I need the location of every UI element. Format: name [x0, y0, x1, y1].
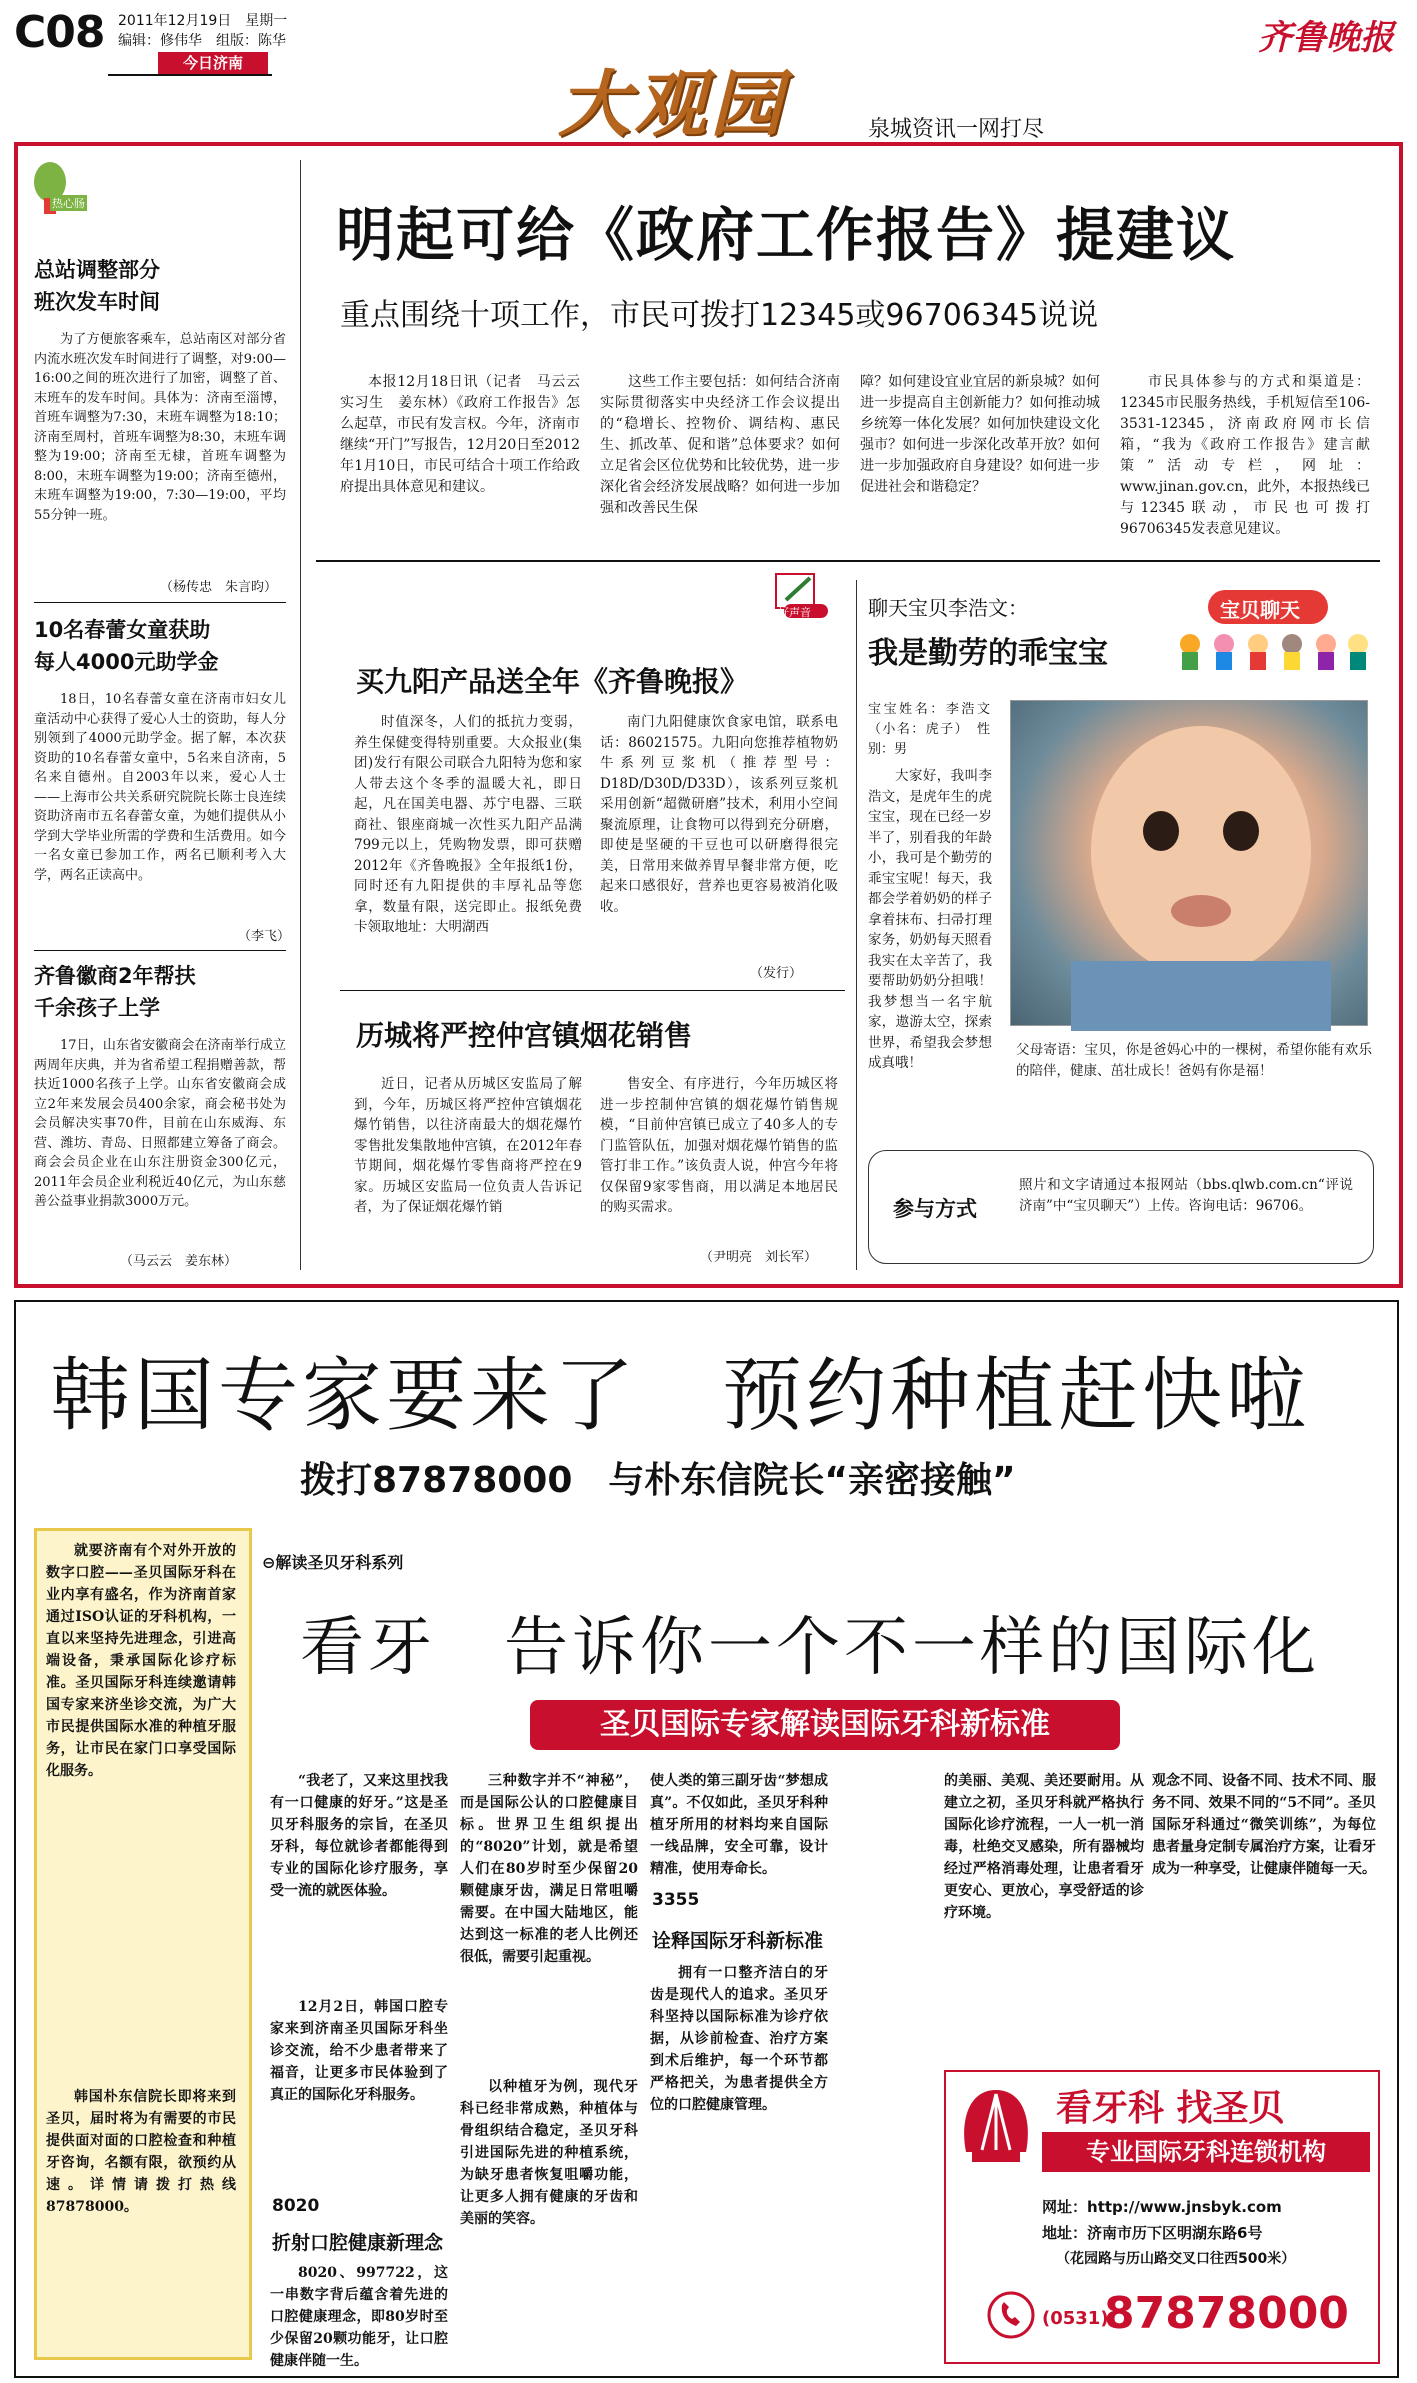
sidebar-story2-body: 18日，10名春蕾女童在济南市妇女儿童活动中心获得了爱心人士的资助，每人分别领到了4000元助学金。据了解，本次获资助的10名春蕾女童中，5名来自济南，5名来自德州。自2003年以来，爱心人士——上海市公共关系研究院院长陈士良连续资助济南市五名春蕾女童，为她们提供从小学到大学毕业所需的学费和生活费用。如今一名女童已参加工作，两名已顺利考入大学，两名正读高中。: [34, 692, 286, 883]
ad-col1: “我老了，又来这里找我有一口健康的好牙。”这是圣贝牙科服务的宗旨，在圣贝牙科，每位就诊者都能得到专业的国际化诊疗服务，享受一流的就医体验。: [270, 1773, 448, 1899]
ad-website[interactable]: 网址：http://www.jnsbyk.com: [1042, 2198, 1282, 2216]
ad-col1b: 12月2日，韩国口腔专家来到济南圣贝国际牙科坐诊交流，给不少患者带来了福音，让更多市民体验到了真正的国际化牙科服务。: [270, 1999, 448, 2103]
ad-phone[interactable]: (0531) 87878000: [986, 2288, 1366, 2344]
tree-icon: [30, 160, 70, 220]
story2-byline: （发行）: [750, 966, 803, 981]
main-col2: 这些工作主要包括：如何结合济南实际贯彻落实中央经济工作会议提出的“稳增长、控物价、调结构、惠民生、抓改革、促和谐”总体要求？如何立足省会区位优势和比较优势，进一步深化省会经济发展战略？如何进一步加强和改善民生保: [600, 374, 840, 516]
baby-parent-message: 父母寄语：宝贝，你是爸妈心中的一棵树，希望你能有欢乐的陪伴，健康、茁壮成长！爸妈有你是福！: [1016, 1042, 1372, 1079]
baby-join-label: 参与方式: [893, 1197, 977, 1221]
story3-col1: 近日，记者从历城区安监局了解到，今年，历城区将严控仲宫镇烟花爆竹销售，以往济南最大的烟花爆竹零售批发集散地仲宫镇，在2012年春节期间，烟花爆竹零售商将严控在9家。历城区安监局一位负责人告诉记者，为了保证烟花爆竹销: [354, 1076, 582, 1215]
sidebar-story3-body: 17日，山东省安徽商会在济南举行成立两周年庆典，并为省希望工程捐赠善款，帮扶近1000名孩子上学。山东省安徽商会成立2年来发展会员400余家，商会秘书处为会员解决实事70件，目前在山东威海、东营、潍坊、青岛、日照都建立筹备了商会。商会会员企业在山东注册资金300亿元，2011年会员企业利税近40亿元，为山东慈善公益事业捐款3000万元。: [34, 1038, 286, 1209]
story3-byline: （尹明亮 刘长军）: [700, 1250, 818, 1265]
ad-col1-h: 8020: [272, 2196, 320, 2216]
page-number: C08: [14, 7, 105, 58]
sidebar-story1-title: 总站调整部分 班次发车时间: [34, 258, 160, 314]
story3-col2: 售安全、有序进行，今年历城区将进一步控制仲宫镇的烟花爆竹销售规模，“目前仲宫镇已成立了40多人的专门监管队伍，加强对烟花爆竹销售的监管打非工作。”该负责人说，仲宫今年将仅保留9家零售商，用以满足本地居民的购买需求。: [600, 1076, 838, 1215]
baby-join-box: [868, 1150, 1374, 1264]
baby-body: 大家好，我叫李浩文，是虎年生的虎宝宝，现在已经一岁半了，别看我的年龄小，我可是个勤劳的乖宝宝呢！每天，我都会学着奶奶的样子拿着抹布、扫帚打理家务，奶奶每天照看我实在太辛苦了，我要帮助奶奶分担哦！我梦想当一名宇航家，遨游太空，探索世界，希望我会梦想成真哦！: [868, 768, 992, 1071]
editors: 编辑：修伟华 组版：陈华: [118, 33, 286, 49]
sidebar-story1-byline: （杨传忠 朱言昀）: [160, 580, 278, 595]
ad-col3-h: 3355: [652, 1890, 700, 1910]
main-headline: 明起可给《政府工作报告》提建议: [336, 201, 1237, 269]
ad-brand-slogan: 看牙科 找圣贝: [1056, 2088, 1285, 2129]
column-logo: 大观园: [558, 61, 787, 146]
main-subhead: 重点围绕十项工作，市民可拨打12345或96706345说说: [340, 298, 1099, 333]
ad-col2: 三种数字并不“神秘”，而是国际公认的口腔健康目标。世界卫生组织提出的“8020”计划，就是希望人们在80岁时至少保留20颗健康牙齿，满足日常咀嚼需要。在中国大陆地区，能达到这一标准的老人比例还很低，需要引起重视。: [460, 1773, 638, 1965]
ad-col5: 观念不同、设备不同、技术不同、服务不同、效果不同的“5不同”。圣贝国际牙科通过“微笑训练”，为每位患者量身定制专属治疗方案，让看牙成为一种享受，让健康伴随每一天。: [1152, 1773, 1376, 1877]
column-slogan: 泉城资讯一网打尽: [868, 117, 1045, 142]
series-bullet-icon: ⊖: [262, 1553, 276, 1572]
ad-brand-box: [944, 2070, 1380, 2364]
story3-headline: 历城将严控仲宫镇烟花销售: [356, 1019, 693, 1052]
story2-col2: 南门九阳健康饮食家电馆，联系电话：86021575。九阳向您推荐植物奶牛系列豆浆机（推荐型号：D18D/D30D/D33D），该系列豆浆机采用创新“超微研磨”技术，利用小空间聚流原理，让食物可以得到充分研磨，即使是坚硬的干豆也可以研磨得很完美，日常用来做养胃早餐非常方便，吃起来口感很好，营养也更容易被消化吸收。: [600, 714, 838, 915]
ad-col1-sub: 折射口腔健康新理念: [272, 2232, 444, 2254]
baby-join-text: 照片和文字请通过本报网站（bbs.qlwb.com.cn“评说济南”中“宝贝聊天”）上传。咨询电话：96706。: [1019, 1177, 1353, 1214]
ad-col3c: 拥有一口整齐洁白的牙齿是现代人的追求。圣贝牙科坚持以国际标准为诊疗依据，从诊前检查、治疗方案到术后维护，每一个环节都严格把关，为患者提供全方位的口腔健康管理。: [650, 1965, 828, 2113]
section-tag: 今日济南: [158, 52, 268, 74]
ad-intro: 就要济南有个对外开放的数字口腔——圣贝国际牙科在业内享有盛名，作为济南首家通过ISO认证的牙科机构，一直以来坚持先进理念，引进高端设备，秉承国际化诊疗标准。圣贝国际牙科连续邀请韩国专家来济坐诊交流，为广大市民提供国际水准的种植牙服务，让市民在家门口享受国际化服务。: [46, 1543, 236, 1779]
ad-intro2: 韩国朴东信院长即将来到圣贝，届时将为有需要的市民提供面对面的口腔检查和种植牙咨询，名额有限，欲预约从速。详情请拨打热线87878000。: [46, 2089, 236, 2215]
ad-headline: 韩国专家要来了 预约种植赶快啦: [50, 1349, 1310, 1442]
main-col1: 本报12月18日讯（记者 马云云 实习生 姜东林）《政府工作报告》怎么起草，市民有发言权。今年，济南市继续“开门”写报告，12月20日至2012年1月10日，市民可结合十项工作给政府提出具体意见和建议。: [340, 374, 594, 495]
story2-headline: 买九阳产品送全年《齐鲁晚报》: [356, 665, 749, 698]
ad-col2b: 以种植牙为例，现代牙科已经非常成熟，种植体与骨组织结合稳定，圣贝牙科引进国际先进的种植系统，为缺牙患者恢复咀嚼功能，让更多人拥有健康的牙齿和美丽的笑容。: [460, 2079, 638, 2227]
shell-logo-icon: [952, 2082, 1040, 2170]
issue-date: 2011年12月19日 星期一: [118, 13, 288, 29]
ad-brand-tag: 专业国际牙科连锁机构: [1042, 2132, 1370, 2172]
story2-col1: 时值深冬，人们的抵抗力变弱，养生保健变得特别重要。大众报业(集团)发行有限公司联合九阳特为您和家人带去这个冬季的温暖大礼，即日起，凡在国美电器、苏宁电器、三联商社、银座商城一次性买九阳产品满799元以上，凭购物发票，即可获赠2012年《齐鲁晚报》全年报纸1份，同时还有九阳提供的丰厚礼品等您拿，数量有限，送完即止。报纸免费卡领取地址：大明湖西: [354, 714, 582, 935]
ad-col1c: 8020、997722，这一串数字背后蕴含着先进的口腔健康理念，即80岁时至少保留20颗功能牙，让口腔健康伴随一生。: [270, 2265, 448, 2369]
ad-address2: （花园路与历山路交叉口往西500米）: [1056, 2251, 1296, 2267]
baby-banner: 宝贝聊天: [1168, 582, 1376, 674]
sidebar-story2-title: 10名春蕾女童获助 每人4000元助学金: [34, 618, 219, 674]
main-col3: 障？如何建设宜业宜居的新泉城？如何进一步提高自主创新能力？如何推动城乡统筹一体化发展？如何加快建设文化强市？如何进一步深化改革开放？如何进一步加强政府自身建设？如何进一步促进社会和谐稳定？: [860, 374, 1100, 495]
ad-series: ⊖解读圣贝牙科系列: [262, 1553, 404, 1572]
sidebar-badge-text: 热心肠: [52, 197, 85, 210]
ad-title: 看牙 告诉你一个不一样的国际化: [300, 1611, 1320, 1685]
ad-banner: 圣贝国际专家解读国际牙科新标准: [530, 1700, 1120, 1750]
sidebar-story1-body: 为了方便旅客乘车，总站南区对部分省内流水班次发车时间进行了调整，对9:00—16:00之间的班次进行了加密，调整了首、末班车的发车时间。具体为：济南至淄博，首班车调整为7:30，末班车调整为18:10；济南至周村，首班车调整为8:30，末班车调整为19:00；济南至无棣，首班车调整为8:00，末班车调整为19:00；济南至德州，末班车调整为19:00，7:30—19:00，平均55分钟一班。: [34, 332, 286, 523]
baby-info: 宝宝姓名：李浩文（小名：虎子） 性别：男: [868, 702, 990, 757]
story2-badge-text: 好声音: [778, 606, 811, 619]
ad-address: 地址：济南市历下区明湖东路6号: [1042, 2224, 1263, 2242]
ad-subhead: 拨打87878000 与朴东信院长“亲密接触”: [300, 1460, 1016, 1501]
ad-col3-sub: 诠释国际牙科新标准: [652, 1930, 824, 1952]
sidebar-story3-title: 齐鲁徽商2年帮扶 千余孩子上学: [34, 964, 196, 1020]
baby-label: 聊天宝贝李浩文：: [868, 596, 1028, 620]
ad-col4: 的美丽、美观、美还要耐用。从建立之初，圣贝牙科就严格执行国际化诊疗流程，一人一机一消毒，杜绝交叉感染，所有器械均经过严格消毒处理，让患者看牙更安心、更放心，享受舒适的诊疗环境。: [944, 1773, 1144, 1921]
ad-brand-logo: [952, 2082, 1040, 2170]
sidebar-badge: [30, 160, 70, 220]
baby-photo: [1010, 700, 1368, 1026]
baby-portrait-icon: [1011, 701, 1367, 1025]
baby-headline: 我是勤劳的乖宝宝: [868, 636, 1108, 671]
paper-logo: 齐鲁晚报: [1258, 18, 1394, 58]
sidebar-story3-byline: （马云云 姜东林）: [120, 1254, 238, 1269]
phone-icon: [986, 2290, 1036, 2340]
sidebar-story2-byline: （李飞）: [238, 929, 291, 944]
main-col4: 市民具体参与的方式和渠道是：12345市民服务热线，手机短信至106-3531-12345，济南政府网市长信箱，“我为《政府工作报告》建言献策”活动专栏，网址：www.jinan.gov.cn，此外，本报热线已与12345联动，市民也可拨打96706345发表意见建议。: [1120, 374, 1370, 537]
ad-col3: 使人类的第三副牙齿“梦想成真”。不仅如此，圣贝牙科种植牙所用的材料均来自国际一线品牌，安全可靠，设计精准，使用寿命长。: [650, 1773, 828, 1877]
